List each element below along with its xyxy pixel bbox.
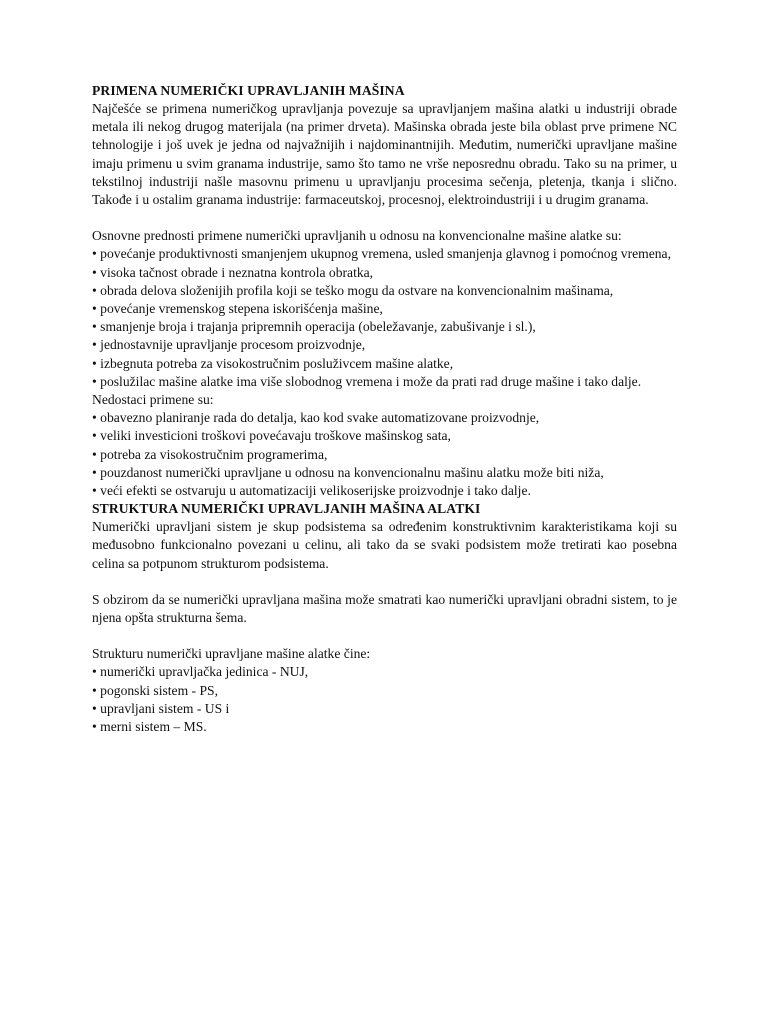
advantages-list [92, 245, 677, 391]
advantage-item: • povećanje vremenskog stepena iskorišćenja mašine, [92, 300, 677, 318]
advantage-item: • obrada delova složenijih profila koji se teško mogu da ostvare na konvencionalnim mašinama, [92, 282, 677, 300]
component-item: • numerički upravljačka jedinica - NUJ, [92, 663, 677, 681]
structure-paragraph-2: S obzirom da se numerički upravljana mašina može smatrati kao numerički upravljani obradni sistem, to je njena opšta strukturna šema. [92, 591, 677, 626]
advantage-item: • poslužilac mašine alatke ima više slobodnog vremena i može da prati rad druge mašine i tako dalje. [92, 373, 677, 391]
disadvantage-item: • pouzdanost numerički upravljane u odnosu na konvencionalnu mašinu alatku može biti niža, [92, 464, 677, 482]
advantage-item: • smanjenje broja i trajanja pripremnih operacija (obeležavanje, zabušivanje i sl.), [92, 318, 677, 336]
component-item: • pogonski sistem - PS, [92, 682, 677, 700]
component-item: • upravljani sistem - US i [92, 700, 677, 718]
intro-paragraph: Najčešće se primena numeričkog upravljanja povezuje sa upravljanjem mašina alatki u industriji obrade metala ili nekog drugog materijala (na primer drveta). Mašinska obrada jeste bila oblast prve primene NC tehnologije i još uvek je jedna od najvažnijih i najdominantnijih. Međutim, numerički upravljane mašine imaju primenu u svim granama industrije, samo što tamo ne vrše neposrednu obradu. Tako su na primer, u tekstilnoj industriji našle masovnu primenu u upravljanju procesima sečenja, pletenja, tkanja i slično. Takođe i u ostalim granama industrije: farmaceutskoj, procesnoj, elektroindustriji i u drugim granama. [92, 101, 677, 208]
disadvantage-item: • veći efekti se ostvaruju u automatizaciji velikoserijske proizvodnje i tako dalje. [92, 482, 677, 500]
components-lead: Strukturu numerički upravljane mašine alatke čine: [92, 646, 371, 662]
advantage-item: • jednostavnije upravljanje procesom proizvodnje, [92, 336, 677, 354]
disadvantages-lead: Nedostaci primene su: [92, 392, 214, 408]
section-title-primena: PRIMENA NUMERIČKI UPRAVLJANIH MAŠINA [92, 83, 405, 98]
disadvantage-item: • obavezno planiranje rada do detalja, kao kod svake automatizovane proizvodnje, [92, 409, 677, 427]
document-page [92, 82, 677, 736]
component-item: • merni sistem – MS. [92, 718, 677, 736]
disadvantages-list [92, 409, 677, 500]
advantage-item: • visoka tačnost obrade i neznatna kontrola obratka, [92, 264, 677, 282]
components-list [92, 663, 677, 736]
section-title-struktura: STRUKTURA NUMERIČKI UPRAVLJANIH MAŠINA ALATKI [92, 501, 481, 517]
advantages-lead: Osnovne prednosti primene numerički upravljanih u odnosu na konvencionalne mašine alatke su: [92, 228, 622, 244]
advantage-item: • izbegnuta potreba za visokostručnim posluživcem mašine alatke, [92, 355, 677, 373]
disadvantage-item: • veliki investicioni troškovi povećavaju troškove mašinskog sata, [92, 427, 677, 445]
disadvantage-item: • potreba za visokostručnim programerima, [92, 446, 677, 464]
advantage-item: • povećanje produktivnosti smanjenjem ukupnog vremena, usled smanjenja glavnog i pomoćnog vremena, [92, 245, 677, 263]
structure-paragraph-1: Numerički upravljani sistem je skup podsistema sa određenim konstruktivnim karakteristikama koji su međusobno funkcionalno povezani u celinu, ali tako da se svaki podsistem može tretirati kao posebna celina sa potpunom strukturom podsistema. [92, 519, 677, 571]
